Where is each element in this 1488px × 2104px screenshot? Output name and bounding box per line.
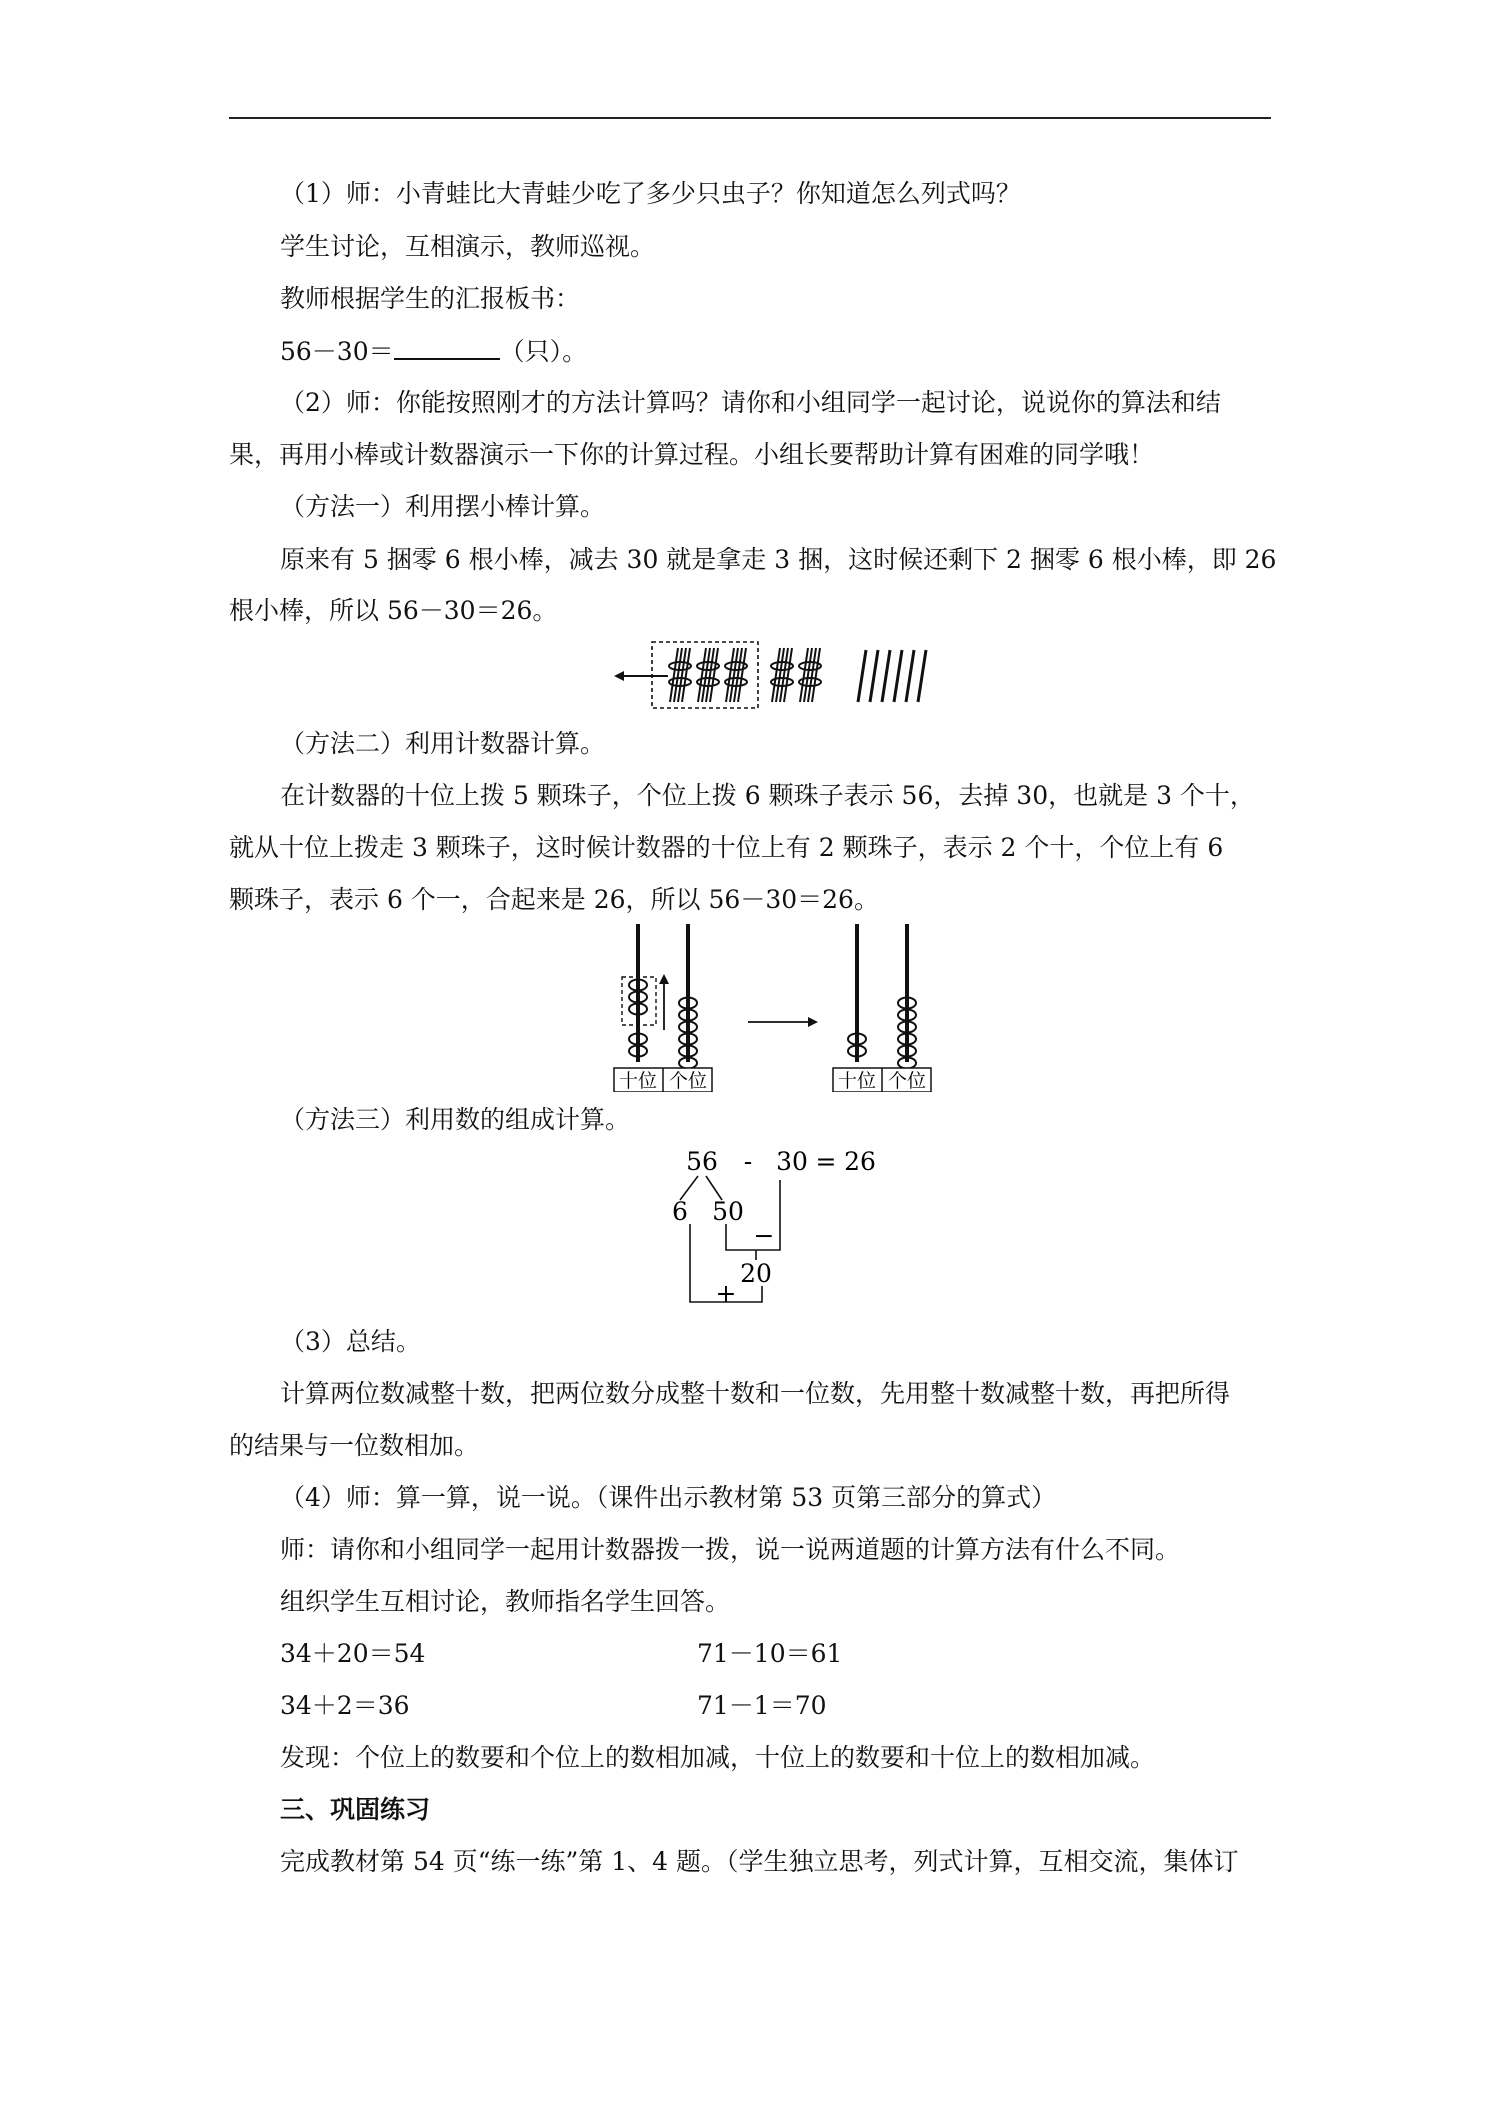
- question-2-line-2: 果，再用小棒或计数器演示一下你的计算过程。小组长要帮助计算有困难的同学哦！: [229, 440, 1155, 469]
- single-sticks: [858, 650, 926, 702]
- equation-3: 34＋2＝36: [280, 1691, 410, 1720]
- section-heading: 三、巩固练习: [280, 1795, 431, 1824]
- subtract-mark: −: [753, 1221, 775, 1250]
- equation-blank: [280, 334, 587, 369]
- sticks-figure: [612, 636, 942, 712]
- result: 26: [844, 1147, 876, 1176]
- practice-line: 完成教材第 54 页“练一练”第 1、4 题。（学生独立思考，列式计算，互相交流，集体订: [280, 1847, 1239, 1876]
- organize-discussion: 组织学生互相讨论，教师指名学生回答。: [280, 1587, 731, 1616]
- method-2-title: （方法二）利用计数器计算。: [280, 729, 606, 758]
- method-2-line-2: 就从十位上拨走 3 颗珠子，这时候计数器的十位上有 2 颗珠子，表示 2 个十，个位上有 6: [229, 833, 1224, 862]
- equation-left: 56－30＝: [280, 337, 394, 366]
- up-arrow: [659, 974, 669, 1030]
- student-discussion: 学生讨论，互相演示，教师巡视。: [280, 232, 656, 261]
- teacher-instruction: 师：请你和小组同学一起用计数器拨一拨，说一说两道题的计算方法有什么不同。: [280, 1535, 1181, 1564]
- tens-label-before: 十位: [618, 1070, 658, 1092]
- left-arrow: [614, 671, 668, 681]
- summary-line-1: 计算两位数减整十数，把两位数分成整十数和一位数，先用整十数减整十数，再把所得: [280, 1379, 1231, 1408]
- method-2-line-3: 颗珠子，表示 6 个一，合起来是 26，所以 56－30＝26。: [229, 885, 879, 914]
- method-1-title: （方法一）利用摆小棒计算。: [280, 492, 606, 521]
- method-1-line-1: 原来有 5 捆零 6 根小棒，减去 30 就是拿走 3 捆，这时候还剩下 2 捆零 6 根小棒，即 26: [280, 545, 1277, 574]
- ones-part: 6: [672, 1197, 688, 1226]
- equation-2: 71－10＝61: [697, 1639, 843, 1668]
- add-mark: +: [715, 1279, 737, 1308]
- remaining-bundles: [771, 648, 821, 702]
- abacus-before: [614, 924, 712, 1092]
- minus-sign: -: [743, 1147, 753, 1176]
- question-1: （1）师：小青蛙比大青蛙少吃了多少只虫子？你知道怎么列式吗？: [280, 179, 1021, 208]
- summary-line-2: 的结果与一位数相加。: [229, 1431, 480, 1460]
- tens-part: 50: [712, 1197, 744, 1226]
- question-3: （3）总结。: [280, 1327, 421, 1356]
- abacus-after: [833, 924, 931, 1092]
- method-3-title: （方法三）利用数的组成计算。: [280, 1105, 631, 1134]
- ones-label-before: 个位: [668, 1070, 708, 1092]
- equation-1: 34＋20＝54: [280, 1639, 426, 1668]
- method-2-line-1: 在计数器的十位上拨 5 颗珠子，个位上拨 6 颗珠子表示 56，去掉 30，也就是 3 个十，: [280, 781, 1255, 810]
- abacus-figure: [608, 922, 938, 1092]
- board-writing-intro: 教师根据学生的汇报板书：: [280, 284, 581, 313]
- question-4: （4）师：算一算，说一说。（课件出示教材第 53 页第三部分的算式）: [280, 1483, 1057, 1512]
- answer-blank: [394, 334, 500, 360]
- tens-difference: 20: [740, 1259, 772, 1288]
- method-1-line-2: 根小棒，所以 56－30＝26。: [229, 596, 558, 625]
- minuend: 56: [686, 1147, 718, 1176]
- ones-label-after: 个位: [887, 1070, 927, 1092]
- equation-4: 71－1＝70: [697, 1691, 827, 1720]
- tens-label-after: 十位: [837, 1070, 877, 1092]
- header-rule: [229, 117, 1271, 119]
- equation-unit: （只）。: [499, 337, 588, 366]
- subtrahend: 30: [776, 1147, 808, 1176]
- removed-bundles: [669, 648, 747, 702]
- question-2-line-1: （2）师：你能按照刚才的方法计算吗？请你和小组同学一起讨论，说说你的算法和结: [280, 388, 1221, 417]
- finding: 发现：个位上的数要和个位上的数相加减，十位上的数要和十位上的数相加减。: [280, 1743, 1156, 1772]
- decomposition-figure: [668, 1140, 878, 1310]
- right-arrow: [748, 1017, 818, 1027]
- equals-sign: =: [815, 1147, 837, 1176]
